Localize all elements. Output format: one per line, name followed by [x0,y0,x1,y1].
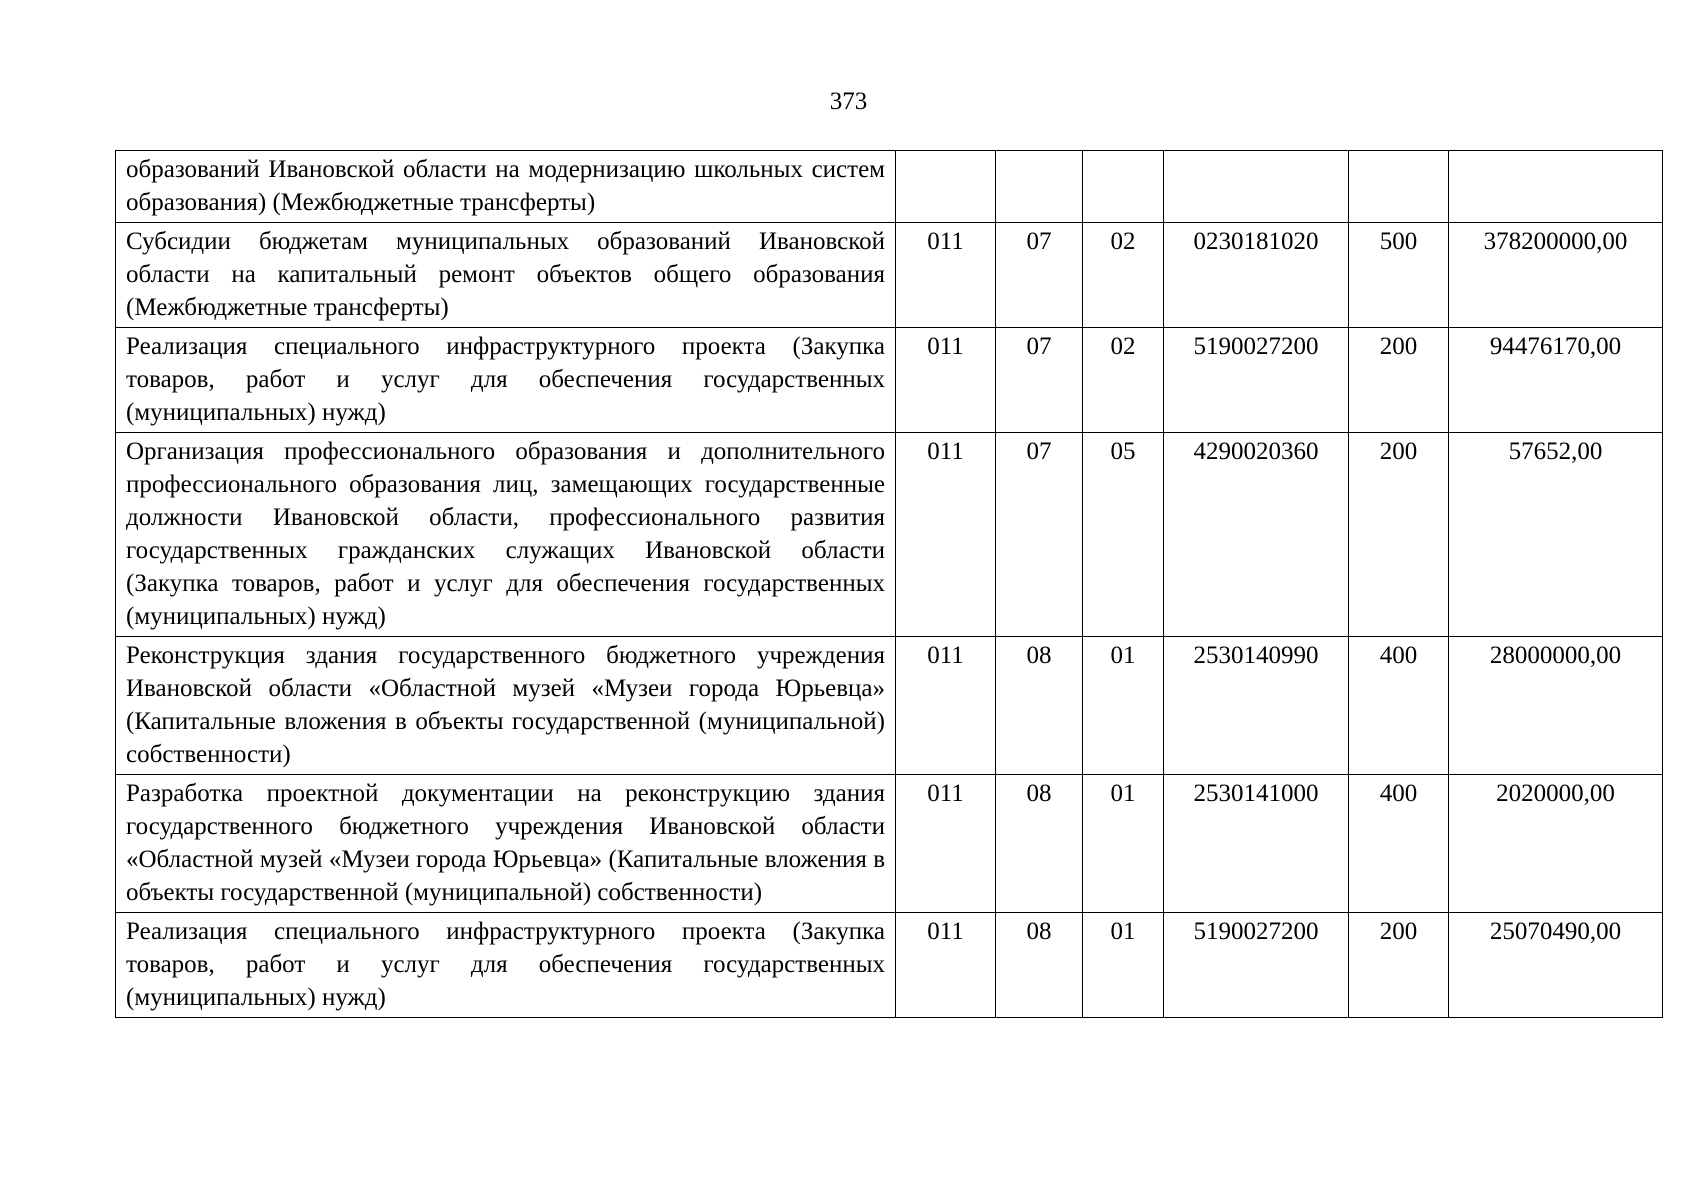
table-row [116,433,1663,637]
row-target-article-code: 2530141000 [1164,775,1349,913]
table-row [116,151,1663,223]
row-section-code: 07 [996,223,1083,328]
row-sum: 28000000,00 [1449,637,1663,775]
row-expense-type-code: 200 [1349,913,1449,1018]
row-description: Реализация специального инфраструктурного проекта (Закупка товаров, работ и услуг для обеспечения государственных (муниципальных) нужд) [116,328,896,433]
row-sum: 2020000,00 [1449,775,1663,913]
row-subsection-code: 05 [1083,433,1164,637]
table-row [116,223,1663,328]
row-expense-type-code [1349,151,1449,223]
row-sum: 94476170,00 [1449,328,1663,433]
row-gr-code: 011 [896,775,996,913]
row-gr-code: 011 [896,913,996,1018]
row-target-article-code: 5190027200 [1164,913,1349,1018]
row-gr-code: 011 [896,328,996,433]
row-subsection-code [1083,151,1164,223]
row-gr-code: 011 [896,637,996,775]
row-gr-code: 011 [896,433,996,637]
row-expense-type-code: 500 [1349,223,1449,328]
row-description: Субсидии бюджетам муниципальных образований Ивановской области на капитальный ремонт объектов общего образования (Межбюджетные трансферты) [116,223,896,328]
row-expense-type-code: 400 [1349,637,1449,775]
row-target-article-code [1164,151,1349,223]
row-sum: 378200000,00 [1449,223,1663,328]
table-row [116,775,1663,913]
table-row [116,637,1663,775]
row-target-article-code: 2530140990 [1164,637,1349,775]
row-expense-type-code: 400 [1349,775,1449,913]
row-subsection-code: 01 [1083,913,1164,1018]
row-sum: 25070490,00 [1449,913,1663,1018]
row-sum [1449,151,1663,223]
row-section-code: 08 [996,637,1083,775]
page-number: 373 [829,88,868,115]
row-section-code: 08 [996,775,1083,913]
row-description: образований Ивановской области на модернизацию школьных систем образования) (Межбюджетные трансферты) [116,151,896,223]
table-row [116,913,1663,1018]
row-description: Разработка проектной документации на реконструкцию здания государственного бюджетного учреждения Ивановской области «Областной музей «Музеи города Юрьевца» (Капитальные вложения в объекты государственной (муниципальной) собственности) [116,775,896,913]
row-description: Реализация специального инфраструктурного проекта (Закупка товаров, работ и услуг для обеспечения государственных (муниципальных) нужд) [116,913,896,1018]
row-subsection-code: 02 [1083,223,1164,328]
row-subsection-code: 01 [1083,637,1164,775]
row-gr-code [896,151,996,223]
row-description: Организация профессионального образования и дополнительного профессионального образования лиц, замещающих государственные должности Ивановской области, профессионального развития государственных гражданских служащих Ивановской области (Закупка товаров, работ и услуг для обеспечения государственных (муниципальных) нужд) [116,433,896,637]
row-subsection-code: 02 [1083,328,1164,433]
row-section-code: 07 [996,433,1083,637]
row-section-code [996,151,1083,223]
row-section-code: 08 [996,913,1083,1018]
row-target-article-code: 0230181020 [1164,223,1349,328]
row-sum: 57652,00 [1449,433,1663,637]
row-expense-type-code: 200 [1349,433,1449,637]
row-description: Реконструкция здания государственного бюджетного учреждения Ивановской области «Областной музей «Музеи города Юрьевца» (Капитальные вложения в объекты государственной (муниципальной) собственности) [116,637,896,775]
row-target-article-code: 4290020360 [1164,433,1349,637]
row-subsection-code: 01 [1083,775,1164,913]
row-target-article-code: 5190027200 [1164,328,1349,433]
table-row [116,328,1663,433]
row-section-code: 07 [996,328,1083,433]
row-expense-type-code: 200 [1349,328,1449,433]
row-gr-code: 011 [896,223,996,328]
budget-table [115,150,1663,1018]
